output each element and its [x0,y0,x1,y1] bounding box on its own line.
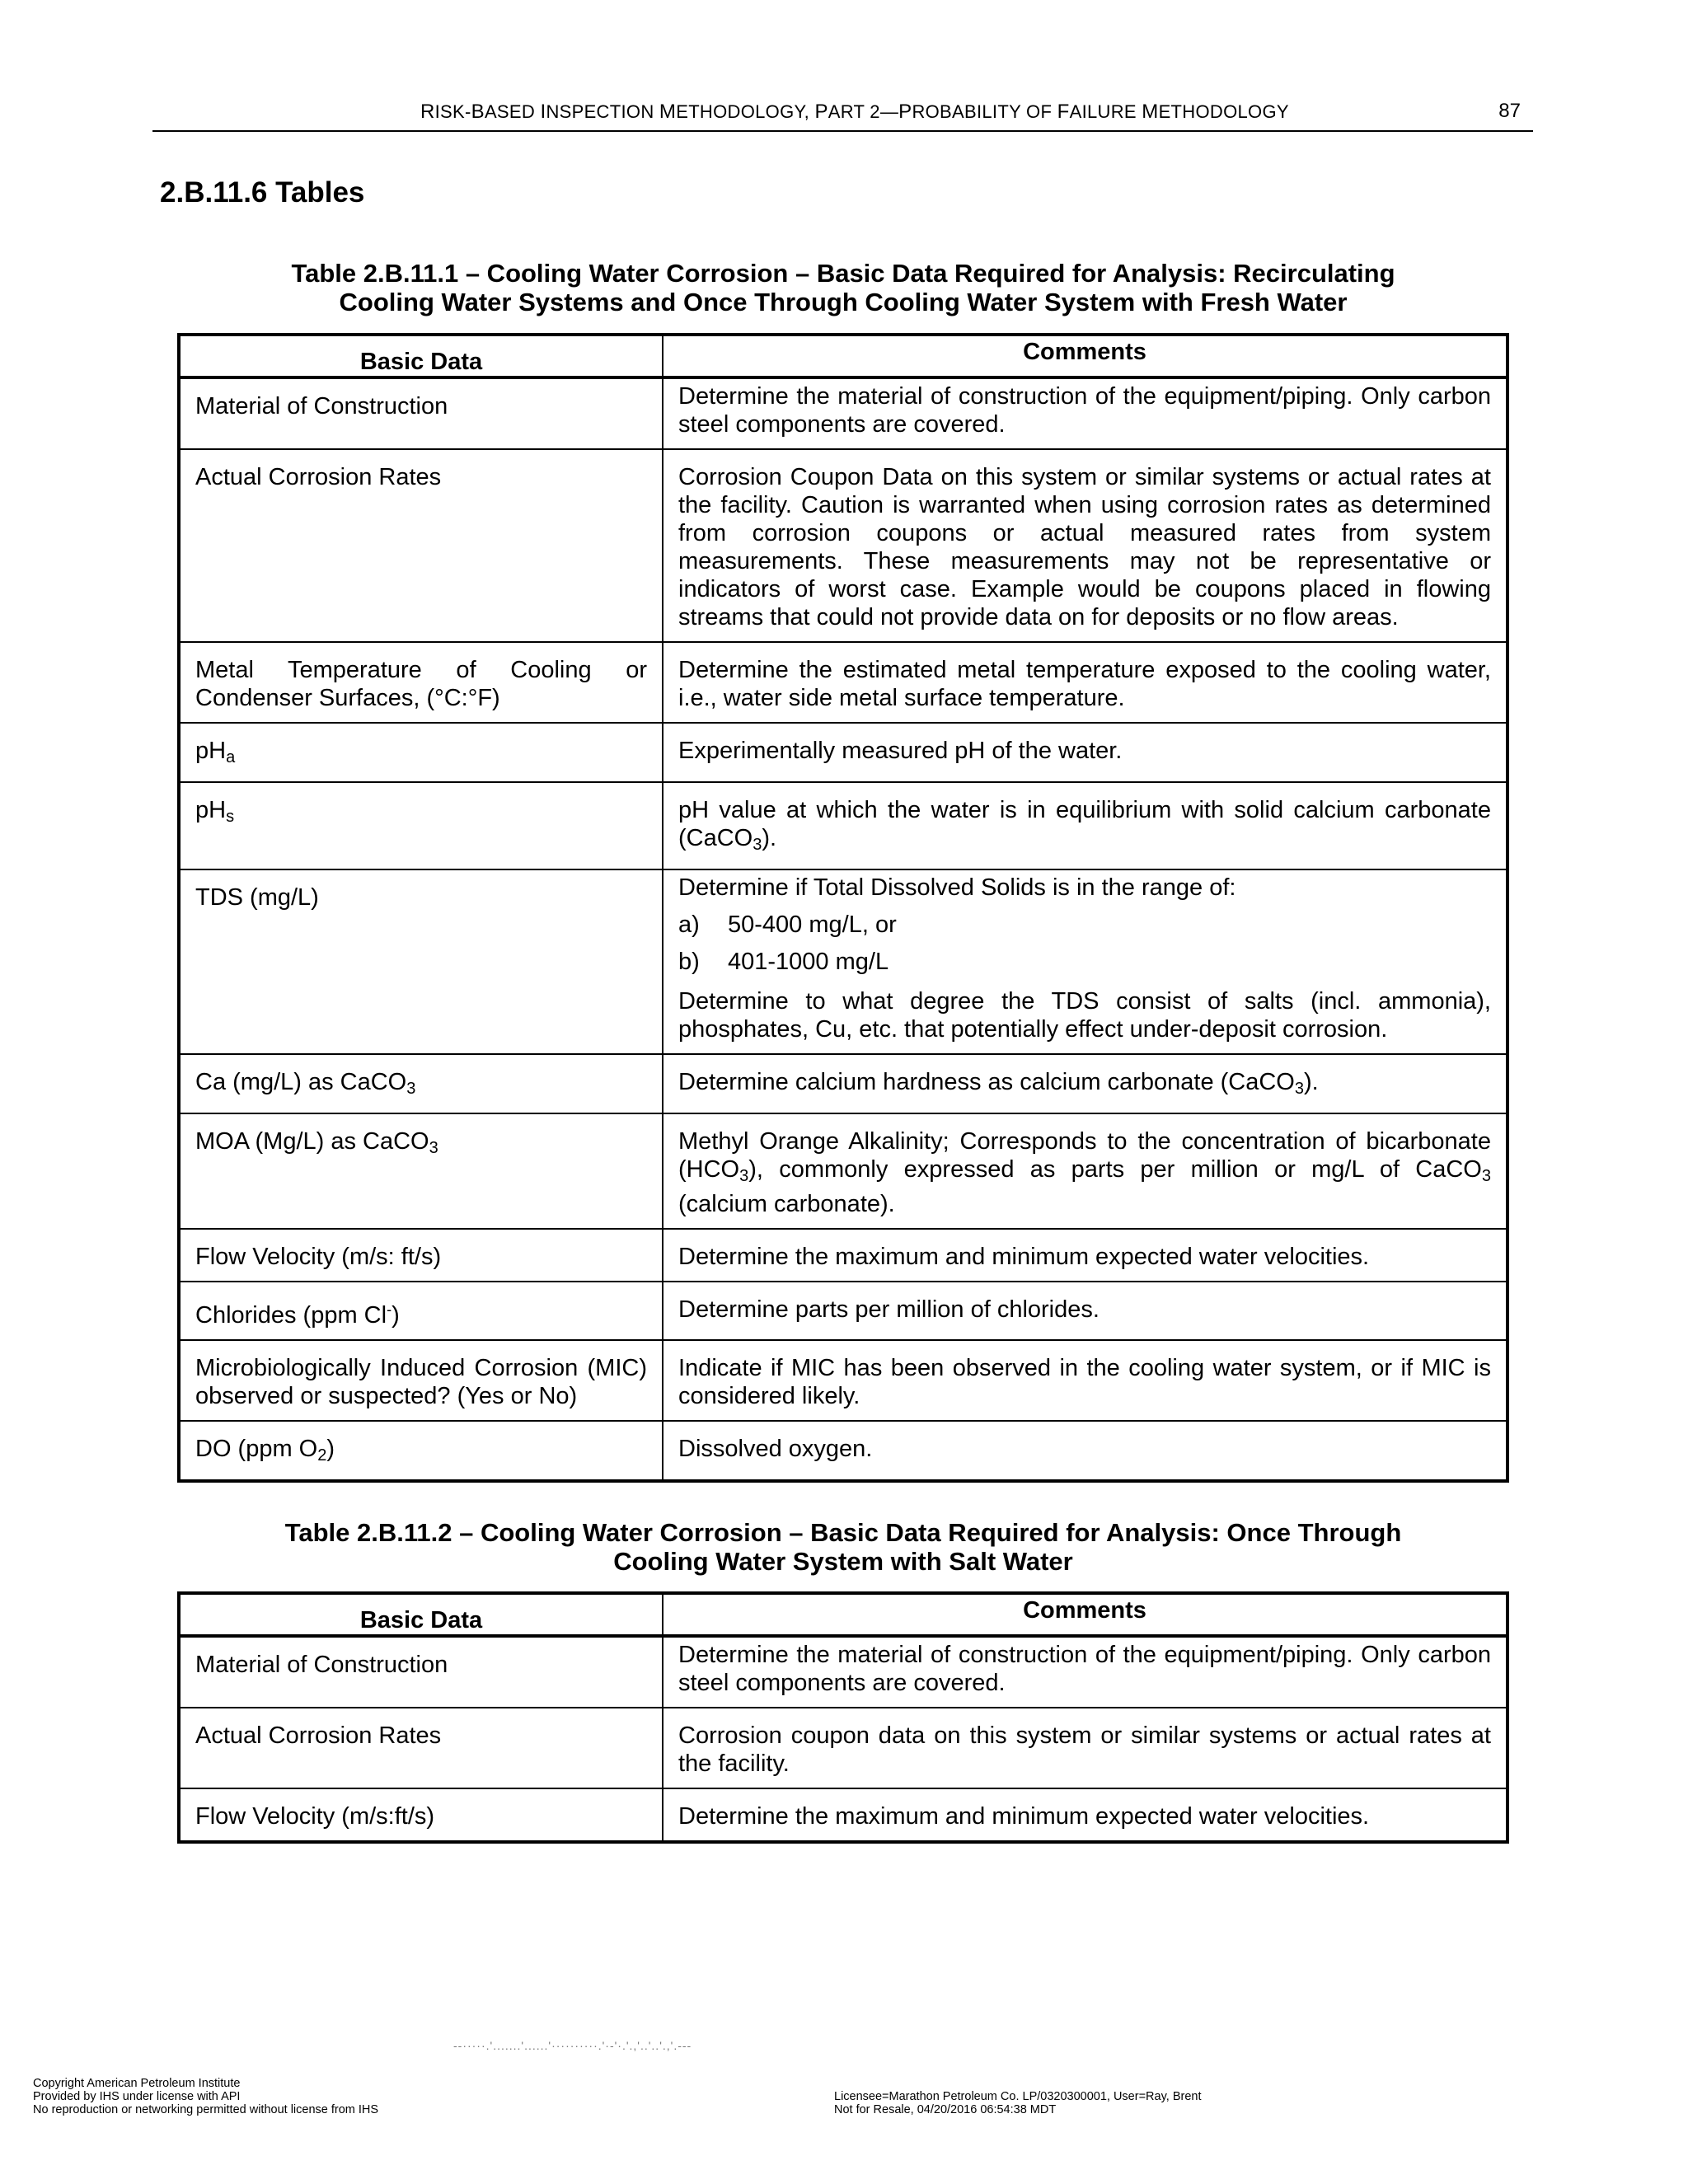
basic-data-cell: Actual Corrosion Rates [179,449,663,642]
header-title-segment: M [1142,101,1159,123]
header-title-segment: ROBABILITY OF [912,101,1057,122]
table-row [179,1229,1507,1282]
table1-caption [180,259,1507,316]
text-segment: pH value at which the water is in equilibrium with solid calcium carbonate (CaCO [678,797,1491,851]
basic-data-cell [179,1054,663,1113]
table-row [179,449,1507,642]
table2-header-row [179,1593,1507,1636]
header-title-segment: M [659,101,677,123]
list-item [678,948,1491,976]
text-segment: ). [762,825,777,851]
tds-outro: Determine to what degree the TDS consist of salts (incl. ammonia), phosphates, Cu, etc. that potentially effect under-deposit corrosion. [678,988,1491,1043]
basic-data-cell: Microbiologically Induced Corrosion (MIC) observed or suspected? (Yes or No) [179,1340,663,1421]
basic-data-cell [179,723,663,782]
text-segment: ) [326,1436,335,1462]
subscript: 3 [429,1139,438,1157]
table-row [179,1421,1507,1481]
subscript: s [226,808,235,826]
text-segment: Chlorides (ppm Cl [195,1302,387,1329]
table1-header-basic-data: Basic Data [179,335,663,377]
comment-cell: Dissolved oxygen. [663,1421,1507,1481]
basic-data-cell: Material of Construction [179,1636,663,1708]
list-text: 50-400 mg/L, or [728,912,897,938]
footer-line: Provided by IHS under license with API [33,2090,241,2103]
text-segment: Methyl Orange Alkalinity; Corresponds to the concentration of bicarbonate (HCO [678,1128,1491,1183]
basic-data-cell: Material of Construction [179,377,663,449]
text-segment: ) [392,1302,400,1329]
basic-data-cell: Flow Velocity (m/s:ft/s) [179,1788,663,1842]
text-segment: Determine calcium hardness as calcium carbonate (CaCO [678,1069,1295,1095]
table2 [177,1591,1509,1844]
table-row [179,1282,1507,1340]
table-row [179,869,1507,1054]
comment-cell: Determine the estimated metal temperature exposed to the cooling water, i.e., water side metal surface temperature. [663,642,1507,723]
table-row [179,782,1507,869]
footer-line: Licensee=Marathon Petroleum Co. LP/0320300001, User=Ray, Brent [834,2090,1202,2103]
table1 [177,333,1509,1483]
table2-header-basic-data: Basic Data [179,1593,663,1636]
running-header [152,97,1533,132]
list-item [678,911,1491,939]
header-title-segment: ISK- [434,101,471,122]
header-title-segment: ART 2— [828,101,899,122]
subscript: 3 [753,836,762,854]
comment-cell [663,782,1507,869]
tds-intro: Determine if Total Dissolved Solids is in the range of: [678,874,1236,901]
comment-cell: Determine parts per million of chlorides. [663,1282,1507,1340]
list-text: 401-1000 mg/L [728,949,889,975]
table2-header-comments: Comments [663,1593,1507,1636]
comment-cell: Experimentally measured pH of the water. [663,723,1507,782]
table2-caption [180,1518,1507,1576]
table-row [179,1708,1507,1788]
list-label: b) [678,949,700,975]
header-title-segment: NSPECTION [546,101,659,122]
comment-cell: Corrosion coupon data on this system or similar systems or actual rates at the facility. [663,1708,1507,1788]
header-title-segment: AILURE [1069,101,1142,122]
comment-cell [663,1113,1507,1229]
comment-cell: Determine the maximum and minimum expected water velocities. [663,1229,1507,1282]
subscript: 2 [317,1446,327,1465]
comment-cell: Determine the material of construction of the equipment/piping. Only carbon steel components are covered. [663,1636,1507,1708]
table1-caption-line1: Table 2.B.11.1 – Cooling Water Corrosion – Basic Data Required for Analysis: Recirculating [291,259,1395,288]
subscript: 3 [739,1167,749,1185]
comment-cell [663,1054,1507,1113]
header-title-segment: I [540,101,546,123]
superscript: - [387,1301,392,1318]
header-title-segment: ASED [484,101,541,122]
table-row [179,377,1507,449]
table2-caption-line1: Table 2.B.11.2 – Cooling Water Corrosion – Basic Data Required for Analysis: Once Through [284,1518,1402,1547]
basic-data-cell: TDS (mg/L) [179,869,663,1054]
footer-line: No reproduction or networking permitted without license from IHS [33,2103,379,2116]
subscript: a [226,748,236,766]
basic-data-cell [179,1113,663,1229]
header-title-segment: F [1057,101,1070,123]
table-row [179,1788,1507,1842]
table-row [179,1113,1507,1229]
text-segment: DO (ppm O [195,1436,318,1462]
footer-copyright [33,2077,378,2116]
subscript: 3 [1481,1167,1491,1185]
text-segment: ), commonly expressed as parts per million or mg/L of CaCO [748,1156,1482,1183]
comment-cell: Determine the material of construction of the equipment/piping. Only carbon steel components are covered. [663,377,1507,449]
basic-data-cell [179,1282,663,1340]
header-title-segment: ETHODOLOGY, [676,101,815,122]
text-segment: (calcium carbonate). [678,1191,895,1217]
table-row [179,642,1507,723]
comment-cell: Indicate if MIC has been observed in the cooling water system, or if MIC is considered likely. [663,1340,1507,1421]
comment-cell: Determine the maximum and minimum expected water velocities. [663,1788,1507,1842]
footer-line: Copyright American Petroleum Institute [33,2077,241,2090]
header-title-segment: P [814,101,828,123]
header-title-segment: ETHODOLOGY [1158,101,1289,122]
running-header-title [420,101,1289,124]
comment-cell: Corrosion Coupon Data on this system or similar systems or actual rates at the facility. Caution is warranted when using corrosion rates as determined from corrosion coupons or actual measured rates from system measurements. These measurements may not be representative or indicators of worst case. Example would be coupons placed in flowing streams that could not provide data on for deposits or no flow areas. [663,449,1507,642]
footer-line: Not for Resale, 04/20/2016 06:54:38 MDT [834,2103,1057,2116]
page-number: 87 [1498,100,1521,122]
header-title-segment: P [898,101,912,123]
header-title-segment: R [420,101,435,123]
list-label: a) [678,912,700,938]
table-row [179,1054,1507,1113]
text-segment: pH [195,797,227,823]
header-title-segment: B [471,101,485,123]
comment-cell [663,869,1507,1054]
table-row [179,1340,1507,1421]
subscript: 3 [406,1080,416,1098]
scan-artifact: --·····.'.......'......'··········.'·-'·.'.,'..'..'.,'.--- [453,2039,692,2052]
basic-data-cell [179,782,663,869]
footer-license [834,2090,1201,2116]
subscript: 3 [1294,1080,1304,1098]
text-segment: ). [1303,1069,1319,1095]
basic-data-cell: Metal Temperature of Cooling or Condenser Surfaces, (°C:°F) [179,642,663,723]
table-row [179,1636,1507,1708]
basic-data-cell: Flow Velocity (m/s: ft/s) [179,1229,663,1282]
text-segment: pH [195,738,227,764]
section-title: 2.B.11.6 Tables [160,176,365,209]
text-segment: Ca (mg/L) as CaCO [195,1069,407,1095]
table-row [179,723,1507,782]
table1-header-comments: Comments [663,335,1507,377]
table1-caption-line2: Cooling Water Systems and Once Through Cooling Water System with Fresh Water [339,288,1348,316]
basic-data-cell: Actual Corrosion Rates [179,1708,663,1788]
table2-caption-line2: Cooling Water System with Salt Water [613,1547,1073,1576]
table1-header-row [179,335,1507,377]
text-segment: MOA (Mg/L) as CaCO [195,1128,429,1155]
basic-data-cell [179,1421,663,1481]
